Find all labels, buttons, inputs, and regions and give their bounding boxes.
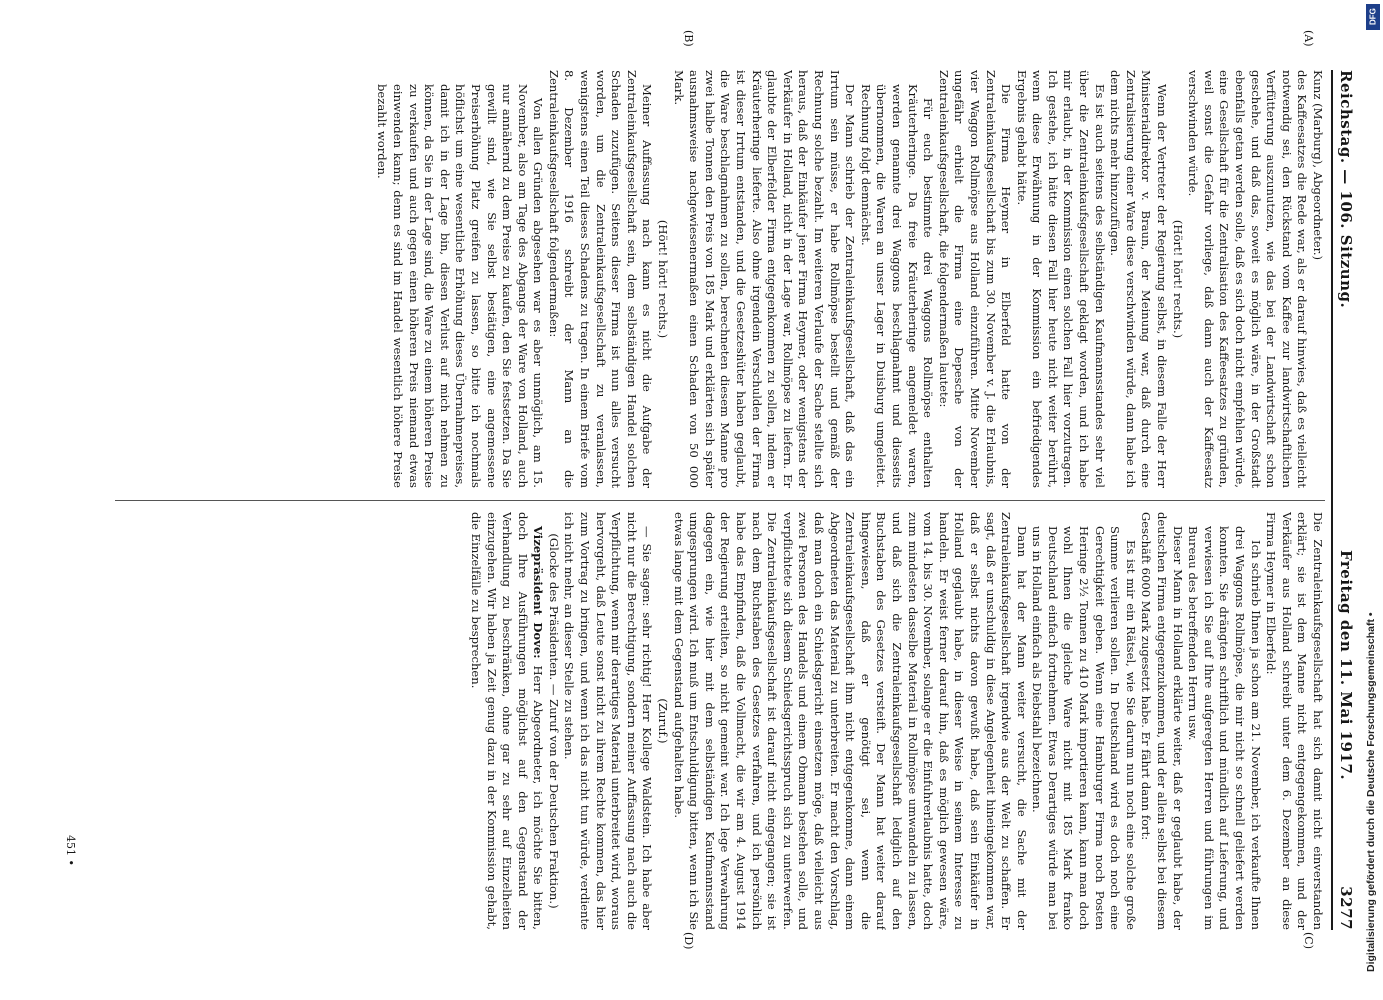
paragraph [1169, 70, 1185, 488]
column-divider [115, 500, 1325, 501]
digitization-credit [1363, 12, 1383, 972]
paragraph [1185, 512, 1263, 930]
paragraph-text: — Sie sagen: sehr richtig! Herr Kollege Waldstein. Ich habe aber nicht nur die Berechtigung, sondern meiner Auffassung nach auch die Verpflichtung, wenn mir derartiges Material unterbreitet wird, woraus hervorgeht, daß Leute sonst nicht zu ihrem Rechte kommen, das hier zum Vortrag zu bringen, und wenn ich das nicht tun würde, verdiente ich nicht mehr, an dieser Stelle zu stehen. [562, 512, 655, 930]
paragraph-text: Ich schrieb Ihnen ja schon am 21. November, ich verkaufte Ihnen drei Waggons Rollmöpse, die mir nicht so schnell geliefert werden konnten. Sie drängten schriftlich und mündlich auf Lieferung, und verwiesen ich Sie auf Ihre aufgeregten Herren und führungen im Bureau des betreffenden Herrn usw. [1186, 526, 1263, 930]
page-header [1331, 70, 1355, 930]
paragraph [1029, 512, 1138, 930]
paragraph [1107, 70, 1169, 488]
paragraph [654, 70, 670, 488]
paragraph [374, 70, 546, 488]
header-page-number: 3277 [1337, 886, 1355, 930]
paragraph-text: (Hört! hört! rechts.) [1170, 219, 1185, 339]
paragraph-text: Es ist mir ein Rätsel, wie Sie darum nun noch eine solche große Summe verlieren sollen. In Deutschland wird es doch noch eine Gerechtigkeit geben. Wenn eine Hamburger Firma noch Posten Heringe 2½ Tonnen zu 410 Mark importieren kann, kann man doch wohl Ihnen die gleiche Ware nicht mit 185 Mark franko Deutschland einfach fortnehmen. Etwas Derartiges würde man bei uns in Holland einfach als Diebstahl bezeichnen. [1030, 526, 1138, 930]
paragraph [1185, 70, 1310, 488]
margin-mark-a: (A) [1302, 30, 1315, 47]
header-date: Freitag den 11. Mai 1917. [1337, 550, 1355, 781]
paragraph [670, 512, 1029, 930]
header-session: Reichstag. — 106. Sitzung. [1337, 70, 1355, 309]
paragraph [545, 512, 561, 930]
margin-mark-b: (B) [682, 30, 695, 47]
paragraph [1013, 70, 1107, 488]
paragraph-text: Der Mann schrieb der Zentraleinkaufsgesellschaft, daß das ein Irrtum sein müsse, er habe Rollmöpse bestellt und gemäß der Rechnung solche bezahlt. Im weiteren Verlaufe der Sache stellte sich heraus, daß der Einkäufer jener Firma Heymer, oder wenigstens der Verkäufer in Holland, nicht in der Lage war, Rollmöpse zu liefern. Er glaubte der Elberfelder Firma entgegenkommen zu sollen, indem er Kräuterheringe lieferte. Also ohne irgendein Verschulden der Firma ist dieser Irrtum entstanden, und die Gesetzeshüter haben geglaubt, die Ware beschlagnahmen zu sollen, berechneten diesem Manne pro zwei halbe Tonnen den Preis von 185 Mark und erklärten sich später ausnahmsweise nachgewiesenermaßen einen Schaden von 50 000 Mark. [671, 70, 858, 488]
paragraph-text: Herr Abgeordneter, ich möchte Sie bitten, doch Ihre Ausführungen möglichst auf den Gegenstand der Verhandlung zu beschränken, ohne gar zu sehr auf Einzelheiten einzugehen. Wir haben ja Zeit genug dazu in der Kommission gehabt, die Einzelfälle zu besprechen. [468, 512, 546, 930]
paragraph [935, 70, 1013, 488]
paragraph-text: Es ist auch seitens des selbständigen Kaufmannsstandes sehr viel über die Zentraleinkaufsgesellschaft geklagt worden, und ich habe mir erlaubt, in der Kommission einen solchen Fall hier vorzutragen. Ich gestehe, ich hätte diesen Fall hier heute nicht weiter berührt, wenn diese Erwähnung in der Kommission ein befriedigendes Ergebnis gehabt hätte. [1014, 70, 1107, 488]
paragraph [1263, 512, 1325, 930]
speaker-name: Vizepräsident Dove: [531, 526, 546, 659]
paragraph-text: des Kaffeesatzes die Rede war, als er darauf hinwies, daß es vielleicht notwendig sei, den Rückstand vom Kaffee zur landwirtschaftlichen Verfütterung auszunutzen, wie das bei der Landwirtschaft schon geschehe, und daß das, soweit es möglich wäre, in der Großstadt ebenfalls getan werden solle, daß es sich doch nicht empfehlen würde, eine Gesellschaft für die Zentralisation des Kaffeesatzes zu gründen, weil sonst die Gefahr vorliege, daß dann auch der Kaffeesatz verschwinden würde. [1186, 70, 1310, 488]
paragraph [654, 512, 670, 930]
margin-mark-c: (C) [1302, 932, 1315, 949]
credit-text: Digitalisierung gefördert durch die Deutsche Forschungsgemeinschaft • [1365, 612, 1377, 972]
paragraph [1309, 70, 1325, 488]
paragraph-text: Dann hat der Mann weiter versucht, die Sache mit der Zentraleinkaufsgesellschaft irgendwie aus der Welt zu schaffen. Er sagt, daß er unschuldig in diese Angelegenheit hineingekommen war, daß er selbst nichts davon gewußt habe, daß sein Einkäufer in Holland geglaubt habe, in dieser Weise in seinem Interesse zu handeln. Er weist ferner darauf hin, daß es möglich gewesen wäre, vom 14. bis 30. November, solange er die Einfuhrerlaubnis hatte, doch zum mindesten dasselbe Material in Rollmöpse umwandeln zu lassen, und daß sich die Zentraleinkaufsgesellschaft lediglich auf den Buchstaben des Gesetzes versteift. Der Mann hat weiter darauf hingewiesen, daß er genötigt sei, wenn die Zentraleinkaufsgesellschaft ihm nicht entgegenkomme, dann einem Abgeordneten das Material zu unterbreiten. Er macht den Vorschlag, daß man doch ein Schiedsgericht einsetzen möge, daß vielleicht aus zwei Personen des Handels und einem Obmann bestehen solle, und verpflichtete sich diesem Schiedsgerichtsspruch sich zu unterwerfen. Die Zentraleinkaufsgesellschaft ist darauf nicht eingegangen; sie ist nach dem Buchstaben des Gesetzes verfahren, und ich persönlich habe das Empfinden, daß die Vollmacht, die wir am 4. August 1914 der Regierung erteilten, so nicht gemeint war. Ich lege Verwahrung dagegen ein, wie hier mit dem selbständigen Kaufmannsstand umgesprungen wird. Ich muß um Entschuldigung bitten, wenn ich Sie etwas lange mit dem Gegenstand aufgehalten habe. [671, 512, 1029, 930]
paragraph [670, 70, 857, 488]
paragraph-text: Meiner Auffassung nach kann es nicht die Aufgabe der Zentraleinkaufsgesellschaft sein, dem selbständigen Handel solchen Schaden zuzufügen. Seitens dieser Firma ist nun alles versucht worden, um die Zentraleinkaufsgesellschaft zu veranlassen, wenigstens einen Teil dieses Schadens zu tragen. In einem Briefe vom 8. Dezember 1916 schreibt der Mann an die Zentraleinkaufsgesellschaft folgendermaßen: [546, 70, 655, 488]
margin-mark-d: (D) [682, 932, 695, 950]
paragraph [1138, 512, 1185, 930]
dfg-logo-text: DFG [1368, 8, 1378, 26]
paragraph [467, 512, 545, 930]
paragraph [561, 512, 655, 930]
paragraph [857, 70, 935, 488]
paragraph-text: Von allen Gründen abgesehen war es aber unmöglich, am 15. November, also am Tage des Abgangs der Ware von Holland, auch nur annähernd zu dem Preise zu kaufen, den Sie festsetzen. Da Sie gewillt sind, wie Sie selbst bestätigen, eine angemessene Preiserhöhung Platz greifen zu lassen, so bitte ich nochmals höflichst um eine wesentliche Erhöhung dieses Übernahmepreises, damit ich in der Lage bin, diesen Verlust auf mich nehmen zu können, da Sie in der Lage sind, die Ware zu einem höheren Preise zu verkaufen und auch gegen einen höheren Preis niemand etwas einwenden kann; denn es sind im Handel wesentlich höhere Preise bezahlt worden. [375, 84, 546, 488]
paragraph-text: Die Firma Heymer in Elberfeld hatte von der Zentraleinkaufsgesellschaft bis zum 30. November v. J. die Erlaubnis, vier Waggon Rollmöpse aus Holland einzuführen. Mitte November ungefähr erhielt die Firma eine Depesche von der Zentraleinkaufsgesellschaft, die folgendermaßen lautete: [936, 70, 1014, 488]
paragraph-text: Die Zentraleinkaufsgesellschaft hat sich damit nicht einverstanden erklärt; sie ist dem Manne nicht entgegengekommen, und der Verkäufer aus Holland schreibt unter dem 6. Dezember an diese Firma Heymer in Elberfeld: [1264, 512, 1325, 930]
paragraph-text: Wenn der Vertreter der Regierung selbst, in diesem Falle der Herr Ministerialdirektor v. Braun, der Meinung war, daß durch eine Zentralisierung einer Ware diese verschwinden würde, dann habe ich dem nichts mehr hinzuzufügen. [1108, 70, 1170, 488]
rotated-page-content [55, 30, 1355, 950]
right-column [80, 512, 1325, 930]
paragraph-text: (Zuruf.) [656, 698, 671, 744]
paragraph-text: (Glocke des Präsidenten. — Zuruf von der Deutschen Fraktion.) [546, 533, 561, 909]
paragraph-text: (Hört! hört! rechts.) [656, 219, 671, 339]
paragraph-text: Für euch bestimmte drei Waggons Rollmöpse enthalten Kräuterheringe. Da freie Kräuterheringe angemeldet waren, werden genannte drei Waggons beschlagnahmt und diesseits übernommen, die Waren an unser Lager in Duisburg umgeleitet. Rechnung folgt demnächst. [858, 84, 936, 488]
paragraph-text: Dieser Mann in Holland erklärte weiter, daß er geglaubt habe, der deutschen Firma entgegenzukommen, und der allein selbst bei diesem Geschäft 6000 Mark zugesetzt habe. Er fährt dann fort: [1139, 512, 1185, 930]
paragraph-text: Kunz (Marburg), Abgeordneter.) [1311, 70, 1325, 261]
left-column [80, 70, 1325, 488]
paragraph [545, 70, 654, 488]
footer-number: 451 • [64, 835, 77, 866]
